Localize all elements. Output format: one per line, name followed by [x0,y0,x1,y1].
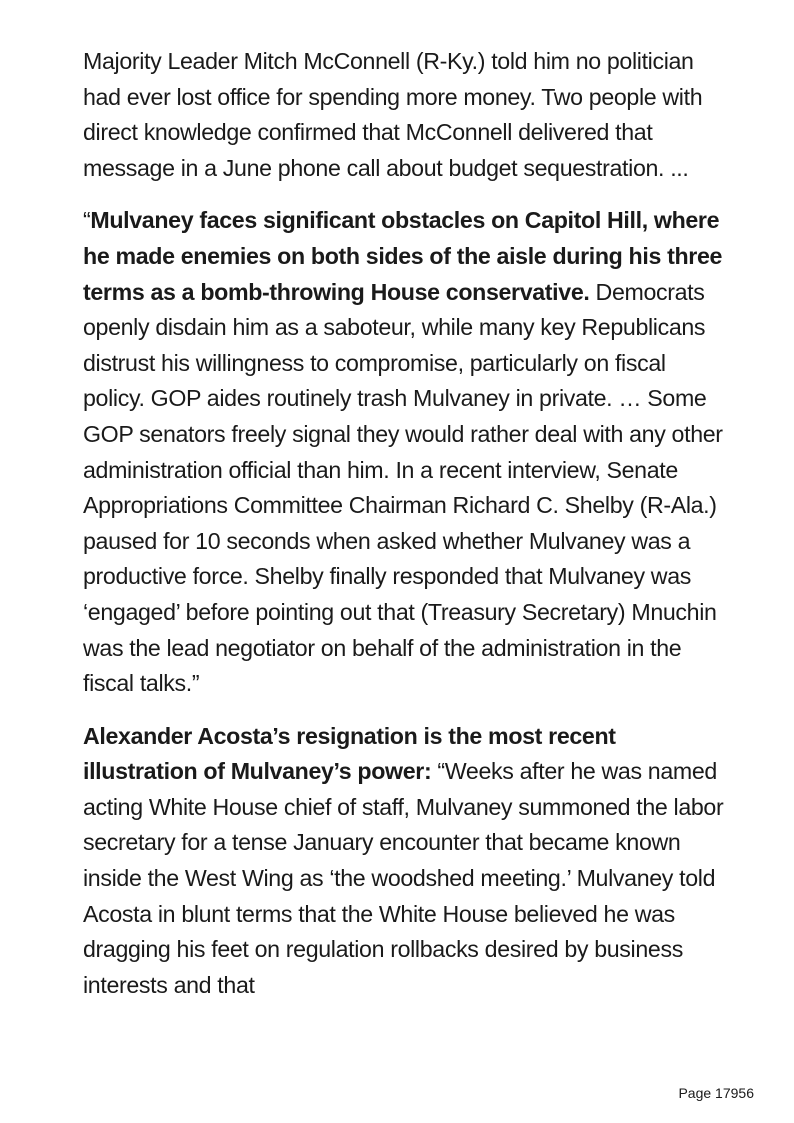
page-number: Page 17956 [678,1085,754,1101]
paragraph-2-open-quote: “ [83,207,91,234]
paragraph-3-text: “Weeks after he was named acting White House chief of staff, Mulvaney summoned the labor secretary for a tense January encounter that became known inside the West Wing as ‘the woodshed meeting.’ Mulvaney told Acosta in blunt terms that the White House believed he was dragging his feet on regulation rollbacks desired by business interests and that [83,758,724,998]
document-body [83,44,733,1020]
paragraph-1 [83,44,733,186]
paragraph-2-text: Democrats openly disdain him as a saboteur, while many key Republicans distrust his willingness to compromise, particularly on fiscal policy. GOP aides routinely trash Mulvaney in private. … Some GOP senators freely signal they would rather deal with any other administration official than him. In a recent interview, Senate Appropriations Committee Chairman Richard C. Shelby (R-Ala.) paused for 10 seconds when asked whether Mulvaney was a productive force. Shelby finally responded that Mulvaney was ‘engaged’ before pointing out that (Treasury Secretary) Mnuchin was the lead negotiator on behalf of the administration in the fiscal talks.” [83,278,723,697]
paragraph-1-text: Majority Leader Mitch McConnell (R-Ky.) told him no politician had ever lost office for spending more money. Two people with direct knowledge confirmed that McConnell delivered that message in a June phone call about budget sequestration. ... [83,48,703,181]
paragraph-3 [83,719,733,1004]
paragraph-2-bold-lead: Mulvaney faces significant obstacles on Capitol Hill, where he made enemies on both sides of the aisle during his three terms as a bomb-throwing House conservative. [83,207,723,305]
paragraph-3-bold-lead: Alexander Acosta’s resignation is the most recent illustration of Mulvaney’s power: [83,722,616,785]
paragraph-2 [83,203,733,701]
